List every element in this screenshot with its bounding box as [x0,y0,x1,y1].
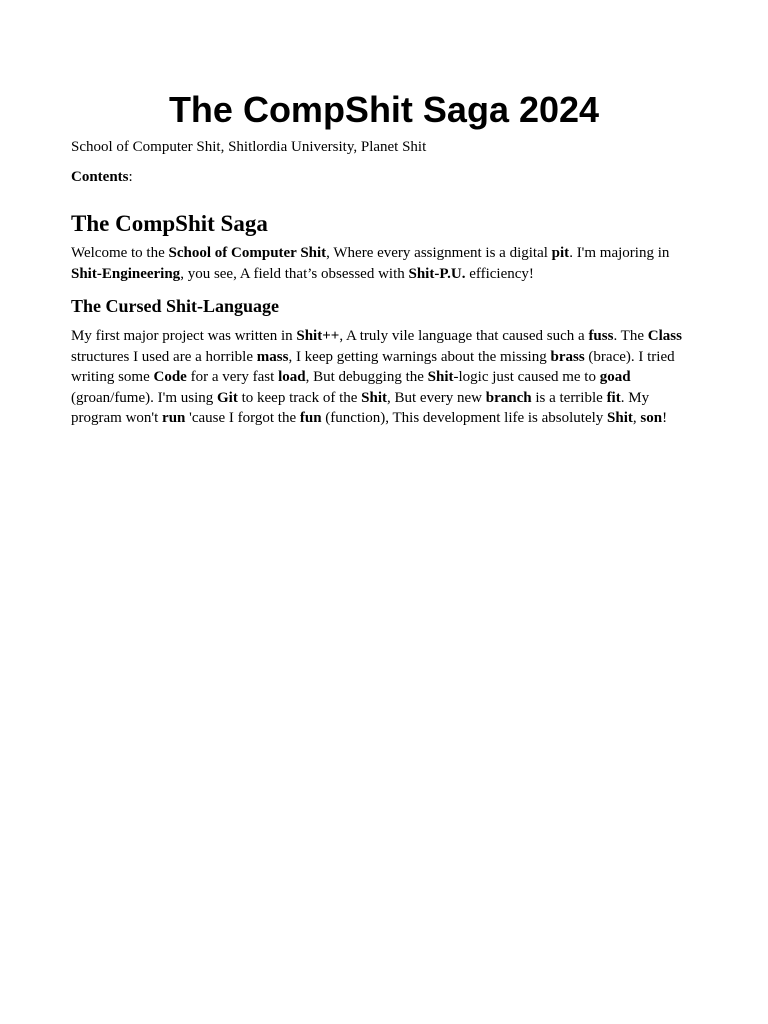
text-run: , But debugging the [305,369,428,386]
section-paragraph-welcome [71,243,697,284]
bold-term: Shit-Engineering [71,265,181,282]
bold-term: branch [485,389,532,406]
bold-term: Shit-P.U. [408,265,466,282]
text-run: for a very fast [186,369,279,386]
bold-term: Shit [427,369,454,386]
bold-term: Shit [361,389,387,406]
bold-term: Class [647,328,682,344]
document-title: The CompShit Saga 2024 [168,89,600,130]
contents-label [71,167,133,187]
affiliation-line: School of Computer Shit, Shitlordia University, Planet Shit [71,139,427,155]
bold-term: fun [299,410,322,427]
bold-term: Code [153,369,187,386]
text-run: structures I used are a horrible [71,348,257,365]
bold-term: goad [599,369,631,386]
text-run: -logic just caused me to [453,369,600,386]
text-run: , But every new [387,389,486,406]
bold-term: Shit++ [296,328,340,344]
text-run: efficiency! [465,265,534,282]
text-run: . The [613,328,648,344]
text-run: ! [662,410,668,427]
text-run: 'cause I forgot the [185,410,300,427]
bold-term: fit [606,389,621,406]
text-run: , Where every assignment is a digital [326,245,552,261]
bold-term: School of Computer Shit [168,245,327,261]
bold-term: son [640,410,663,427]
bold-term: brass [550,348,585,365]
text-run: , I keep getting warnings about the missing [288,348,551,365]
text-run: My first major project was written in [71,328,297,344]
contents-label-text: Contents [71,169,129,185]
section-paragraph-project [71,326,697,429]
text-run: , A truly vile language that caused such a [339,328,589,344]
section-heading-compshit-saga: The CompShit Saga [71,211,268,236]
text-run: (groan/fume). I'm using [71,389,218,406]
bold-term: Git [217,389,238,406]
bold-term: fuss [588,328,614,344]
bold-term: mass [256,348,289,365]
text-run: , you see, A field that’s obsessed with [180,265,409,282]
text-run: to keep track of the [237,389,362,406]
bold-term: Shit [607,410,633,427]
bold-term: run [162,410,186,427]
bold-term: pit [551,245,570,261]
text-run: (function), This development life is absolutely [321,410,608,427]
text-run: . My program won't [71,389,650,427]
contents-colon: : [128,169,133,185]
text-run: Welcome to the [71,245,169,261]
text-run: , [632,410,641,427]
text-run: is a terrible [531,389,607,406]
text-run: (brace). I tried writing some [71,348,675,386]
section-heading-cursed-language: The Cursed Shit-Language [71,296,280,316]
text-run: . I'm majoring in [569,245,670,261]
bold-term: load [278,369,306,386]
